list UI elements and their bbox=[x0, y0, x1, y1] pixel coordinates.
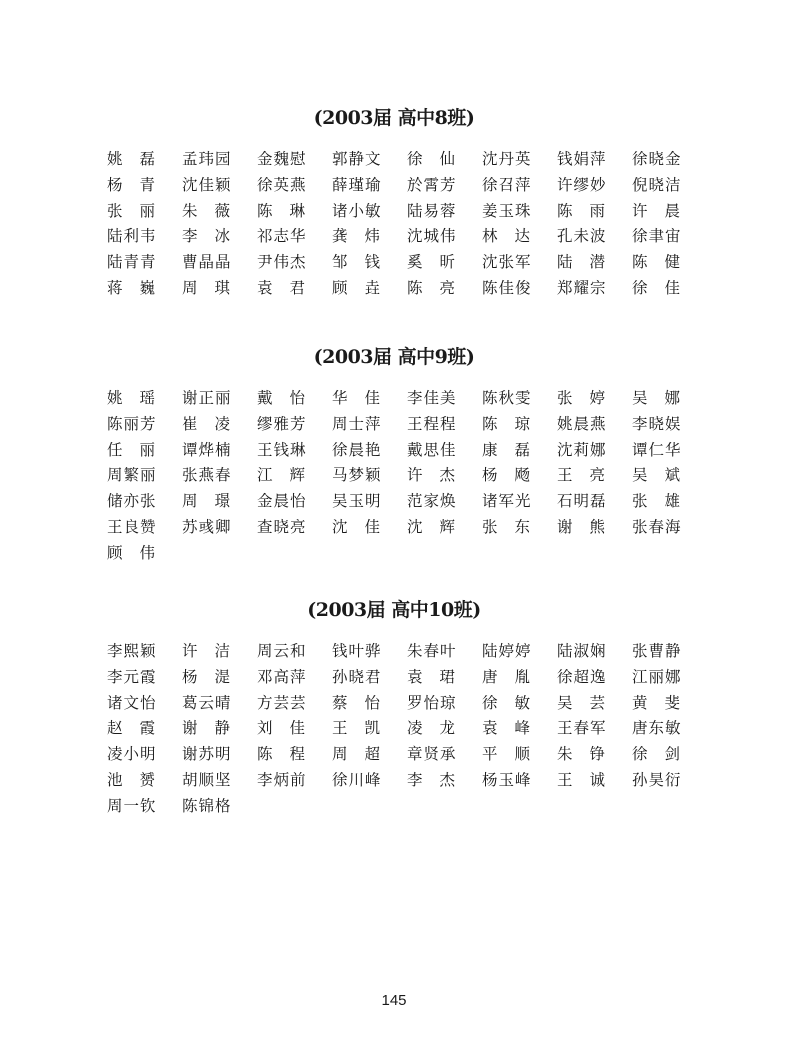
student-name: 陈 健 bbox=[632, 253, 680, 272]
student-name: 诸军光 bbox=[482, 492, 532, 511]
student-name: 戴 怡 bbox=[257, 389, 305, 407]
student-name: 戴思佳 bbox=[407, 440, 457, 459]
student-name: 华 佳 bbox=[332, 389, 380, 407]
student-name: 袁 峰 bbox=[482, 719, 530, 738]
student-name: 沈丹英 bbox=[482, 150, 532, 168]
student-name: 张 丽 bbox=[107, 201, 155, 220]
student-name: 倪晓洁 bbox=[632, 175, 682, 194]
student-name: 葛云晴 bbox=[182, 693, 232, 712]
student-name: 顾 伟 bbox=[107, 543, 155, 562]
student-name: 陆利韦 bbox=[107, 227, 157, 246]
student-name: 陈秋雯 bbox=[482, 389, 532, 407]
student-name: 徐 佳 bbox=[632, 278, 680, 297]
student-name: 陆淑娴 bbox=[557, 642, 607, 660]
student-name: 吴 娜 bbox=[632, 389, 680, 407]
student-name: 沈莉娜 bbox=[557, 440, 607, 459]
student-name: 刘 佳 bbox=[257, 719, 305, 738]
student-name: 章贤承 bbox=[407, 745, 457, 764]
page-number: 145 bbox=[381, 992, 407, 1009]
student-name: 蔡 怡 bbox=[332, 693, 380, 712]
student-name: 薛瑾瑜 bbox=[332, 175, 382, 194]
student-name: 朱春叶 bbox=[407, 642, 457, 660]
student-name: 孙昊衍 bbox=[632, 770, 682, 789]
student-name: 周繁丽 bbox=[107, 466, 157, 485]
student-name: 江 辉 bbox=[257, 466, 305, 485]
student-name: 王春军 bbox=[557, 719, 607, 738]
student-name: 平 顺 bbox=[482, 745, 530, 764]
student-name: 李元霞 bbox=[107, 667, 157, 686]
student-name: 奚 昕 bbox=[407, 253, 455, 272]
student-name: 周一钦 bbox=[107, 796, 157, 815]
student-name: 黄 斐 bbox=[632, 693, 680, 712]
student-name: 钱叶骅 bbox=[332, 642, 382, 660]
student-name: 李熙颖 bbox=[107, 642, 157, 660]
student-name: 陈 琼 bbox=[482, 414, 530, 433]
student-name: 谢 静 bbox=[182, 719, 230, 738]
student-name: 李 杰 bbox=[407, 770, 455, 789]
student-name: 杨 湜 bbox=[182, 667, 230, 686]
student-name: 李炳前 bbox=[257, 770, 307, 789]
student-name: 张 东 bbox=[482, 517, 530, 536]
student-name: 陈佳俊 bbox=[482, 278, 532, 297]
student-name: 姚 瑶 bbox=[107, 389, 155, 407]
student-name: 陆青青 bbox=[107, 253, 157, 272]
student-name: 吴 斌 bbox=[632, 466, 680, 485]
student-name: 胡顺坚 bbox=[182, 770, 232, 789]
student-name: 郑耀宗 bbox=[557, 278, 607, 297]
student-name: 沈张军 bbox=[482, 253, 532, 272]
student-name: 徐川峰 bbox=[332, 770, 382, 789]
student-name: 孟玮园 bbox=[182, 150, 232, 168]
student-name: 任 丽 bbox=[107, 440, 155, 459]
student-name: 储亦张 bbox=[107, 492, 157, 511]
student-name: 李 冰 bbox=[182, 227, 230, 246]
student-name: 张燕春 bbox=[182, 466, 232, 485]
student-name: 陈 程 bbox=[257, 745, 305, 764]
student-name: 周云和 bbox=[257, 642, 307, 660]
student-name: 徐聿宙 bbox=[632, 227, 682, 246]
student-name: 崔 凌 bbox=[182, 414, 230, 433]
student-name: 王程程 bbox=[407, 414, 457, 433]
section-title: (2003届 高中8班) bbox=[313, 107, 475, 129]
student-name: 沈佳颖 bbox=[182, 175, 232, 194]
student-name: 范家焕 bbox=[407, 492, 457, 511]
student-name: 王钱琳 bbox=[257, 440, 307, 459]
section-title: (2003届 高中9班) bbox=[313, 346, 475, 368]
student-name: 孙晓君 bbox=[332, 667, 382, 686]
student-name: 徐英燕 bbox=[257, 175, 307, 194]
student-name: 徐晓金 bbox=[632, 150, 682, 168]
student-name: 池 赟 bbox=[107, 770, 155, 789]
student-name: 徐 敏 bbox=[482, 693, 530, 712]
student-name: 於霄芳 bbox=[407, 175, 457, 194]
student-name: 吴玉明 bbox=[332, 492, 382, 511]
student-name: 陈 琳 bbox=[257, 201, 305, 220]
student-name: 林 达 bbox=[482, 227, 530, 246]
section-title: (2003届 高中10班) bbox=[307, 599, 481, 621]
student-name: 周 琪 bbox=[182, 278, 230, 297]
student-name: 陆 潜 bbox=[557, 253, 605, 272]
student-name: 谢苏明 bbox=[182, 745, 232, 764]
student-name: 钱娟萍 bbox=[557, 150, 607, 168]
student-name: 龚 炜 bbox=[332, 227, 380, 246]
student-name: 姜玉珠 bbox=[482, 201, 532, 220]
student-name: 杨 青 bbox=[107, 175, 155, 194]
student-name: 陆易蓉 bbox=[407, 201, 457, 220]
student-name: 沈 佳 bbox=[332, 517, 380, 536]
student-name: 石明磊 bbox=[557, 492, 607, 511]
student-name: 张 婷 bbox=[557, 389, 605, 407]
student-name: 马梦颖 bbox=[332, 466, 382, 485]
student-name: 谢 熊 bbox=[557, 517, 605, 536]
student-name: 徐召萍 bbox=[482, 175, 532, 194]
student-name: 金魏慰 bbox=[257, 150, 307, 168]
student-name: 李佳美 bbox=[407, 389, 457, 407]
student-name: 赵 霞 bbox=[107, 719, 155, 738]
student-name: 徐晨艳 bbox=[332, 440, 382, 459]
student-name: 周 超 bbox=[332, 745, 380, 764]
student-name: 沈城伟 bbox=[407, 227, 457, 246]
student-name: 康 磊 bbox=[482, 440, 530, 459]
student-name: 张曹静 bbox=[632, 642, 682, 660]
student-name: 杨玉峰 bbox=[482, 770, 532, 789]
student-name: 朱 薇 bbox=[182, 201, 230, 220]
name-grid bbox=[107, 147, 707, 302]
student-name: 徐超逸 bbox=[557, 667, 607, 686]
student-name: 袁 珺 bbox=[407, 667, 455, 686]
student-name: 王 凯 bbox=[332, 719, 380, 738]
student-name: 谭仁华 bbox=[632, 440, 682, 459]
student-name: 唐东敏 bbox=[632, 719, 682, 738]
student-name: 曹晶晶 bbox=[182, 253, 232, 272]
student-name: 许缪妙 bbox=[557, 175, 607, 194]
student-name: 苏彧卿 bbox=[182, 517, 232, 536]
student-name: 孔未波 bbox=[557, 227, 607, 246]
student-name: 王良赞 bbox=[107, 517, 157, 536]
student-name: 许 洁 bbox=[182, 642, 230, 660]
student-name: 姚 磊 bbox=[107, 150, 155, 168]
student-name: 邓高萍 bbox=[257, 667, 307, 686]
student-name: 陈 亮 bbox=[407, 278, 455, 297]
student-name: 周 璟 bbox=[182, 492, 230, 511]
student-name: 唐 胤 bbox=[482, 667, 530, 686]
student-name: 陆婷婷 bbox=[482, 642, 532, 660]
student-name: 诸文怡 bbox=[107, 693, 157, 712]
student-name: 顾 垚 bbox=[332, 278, 380, 297]
student-name: 张春海 bbox=[632, 517, 682, 536]
student-name: 沈 辉 bbox=[407, 517, 455, 536]
student-name: 邹 钱 bbox=[332, 253, 380, 272]
student-name: 徐 仙 bbox=[407, 150, 455, 168]
student-name: 方芸芸 bbox=[257, 693, 307, 712]
student-name: 金晨怡 bbox=[257, 492, 307, 511]
student-name: 杨 飏 bbox=[482, 466, 530, 485]
student-name: 王 诚 bbox=[557, 770, 605, 789]
student-name: 姚晨燕 bbox=[557, 414, 607, 433]
name-grid bbox=[107, 386, 707, 567]
student-name: 祁志华 bbox=[257, 227, 307, 246]
student-name: 张 雄 bbox=[632, 492, 680, 511]
student-name: 陈丽芳 bbox=[107, 414, 157, 433]
student-name: 周士萍 bbox=[332, 414, 382, 433]
name-grid bbox=[107, 639, 707, 820]
student-name: 罗怡琼 bbox=[407, 693, 457, 712]
student-name: 江丽娜 bbox=[632, 667, 682, 686]
student-name: 查晓亮 bbox=[257, 517, 307, 536]
student-name: 谭烨楠 bbox=[182, 440, 232, 459]
student-name: 吴 芸 bbox=[557, 693, 605, 712]
student-name: 朱 铮 bbox=[557, 745, 605, 764]
student-name: 许 杰 bbox=[407, 466, 455, 485]
student-name: 李晓娱 bbox=[632, 414, 682, 433]
student-name: 诸小敏 bbox=[332, 201, 382, 220]
student-name: 蒋 巍 bbox=[107, 278, 155, 297]
student-name: 缪雅芳 bbox=[257, 414, 307, 433]
student-name: 凌小明 bbox=[107, 745, 157, 764]
student-name: 凌 龙 bbox=[407, 719, 455, 738]
student-name: 陈 雨 bbox=[557, 201, 605, 220]
student-name: 郭静文 bbox=[332, 150, 382, 168]
student-name: 徐 剑 bbox=[632, 745, 680, 764]
student-name: 陈锦格 bbox=[182, 796, 232, 815]
student-name: 谢正丽 bbox=[182, 389, 232, 407]
student-name: 王 亮 bbox=[557, 466, 605, 485]
student-name: 尹伟杰 bbox=[257, 253, 307, 272]
student-name: 袁 君 bbox=[257, 278, 305, 297]
student-name: 许 晨 bbox=[632, 201, 680, 220]
